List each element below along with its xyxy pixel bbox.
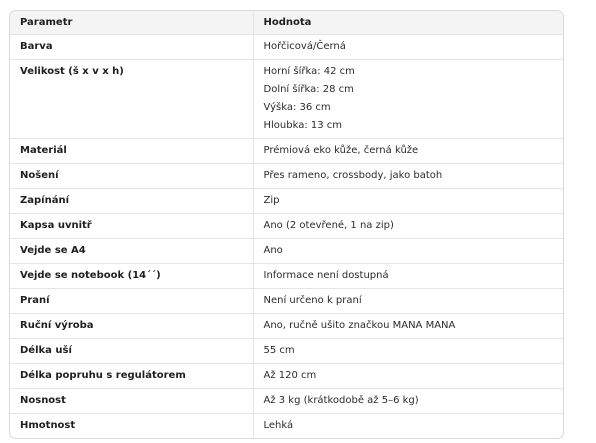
value-line: Hloubka: 13 cm: [263, 119, 343, 131]
value-line: Ano (2 otevřené, 1 na zip): [263, 219, 394, 231]
header-row: [10, 11, 563, 34]
table-row: [10, 59, 563, 138]
table-body: [10, 34, 563, 438]
value-line: Ano: [263, 244, 283, 256]
value-line: Horní šířka: 42 cm: [263, 65, 355, 77]
table-row: [10, 163, 563, 188]
value-cell: [253, 138, 563, 163]
value-line: Ano, ručně ušito značkou MANA MANA: [263, 319, 456, 331]
value-cell: [253, 363, 563, 388]
value-cell: [253, 213, 563, 238]
header-value: Hodnota: [253, 11, 563, 34]
parameter-cell: Velikost (š x v x h): [10, 59, 253, 138]
value-cell: [253, 263, 563, 288]
value-cell: [253, 59, 563, 138]
parameter-cell: Materiál: [10, 138, 253, 163]
parameters-table: [10, 11, 563, 438]
table-row: [10, 188, 563, 213]
table-row: [10, 238, 563, 263]
value-cell: [253, 388, 563, 413]
value-line: Zip: [263, 194, 280, 206]
table-row: [10, 138, 563, 163]
value-cell: [253, 238, 563, 263]
table-row: [10, 363, 563, 388]
table-row: [10, 34, 563, 59]
value-line: Výška: 36 cm: [263, 101, 331, 113]
parameter-cell: Délka popruhu s regulátorem: [10, 363, 253, 388]
table-row: [10, 388, 563, 413]
parameter-cell: Vejde se A4: [10, 238, 253, 263]
parameter-cell: Praní: [10, 288, 253, 313]
parameter-cell: Barva: [10, 34, 253, 59]
value-line: Informace není dostupná: [263, 269, 389, 281]
table-row: [10, 338, 563, 363]
value-cell: [253, 163, 563, 188]
table-row: [10, 413, 563, 438]
parameter-cell: Délka uší: [10, 338, 253, 363]
parameter-cell: Hmotnost: [20, 419, 76, 431]
parameter-cell: Nosnost: [10, 388, 253, 413]
value-cell: [253, 188, 563, 213]
value-line: Lehká: [263, 419, 294, 431]
parameter-cell: Kapsa uvnitř: [10, 213, 253, 238]
value-cell: [253, 413, 563, 438]
table-header: [10, 11, 563, 34]
table-row: [10, 313, 563, 338]
parameter-cell: Vejde se notebook (14´´): [10, 263, 253, 288]
parameter-cell: Nošení: [10, 163, 253, 188]
value-line: Hořčicová/Černá: [263, 40, 346, 52]
value-line: 55 cm: [263, 344, 295, 356]
table-row: [10, 213, 563, 238]
table-row: [10, 288, 563, 313]
value-line: Dolní šířka: 28 cm: [263, 83, 354, 95]
value-cell: [253, 288, 563, 313]
value-line: Přes rameno, crossbody, jako batoh: [263, 169, 443, 181]
value-cell: [253, 338, 563, 363]
value-cell: [253, 34, 563, 59]
header-parameter: Parametr: [10, 11, 253, 34]
value-cell: [253, 313, 563, 338]
value-line: Až 120 cm: [263, 369, 317, 381]
parameter-cell: Ruční výroba: [10, 313, 253, 338]
value-line: Prémiová eko kůže, černá kůže: [263, 144, 419, 156]
parameter-cell: Zapínání: [10, 188, 253, 213]
value-line: Až 3 kg (krátkodobě až 5–6 kg): [263, 394, 419, 406]
value-line: Není určeno k praní: [263, 294, 362, 306]
parameters-table-container: [9, 10, 564, 439]
table-row: [10, 263, 563, 288]
